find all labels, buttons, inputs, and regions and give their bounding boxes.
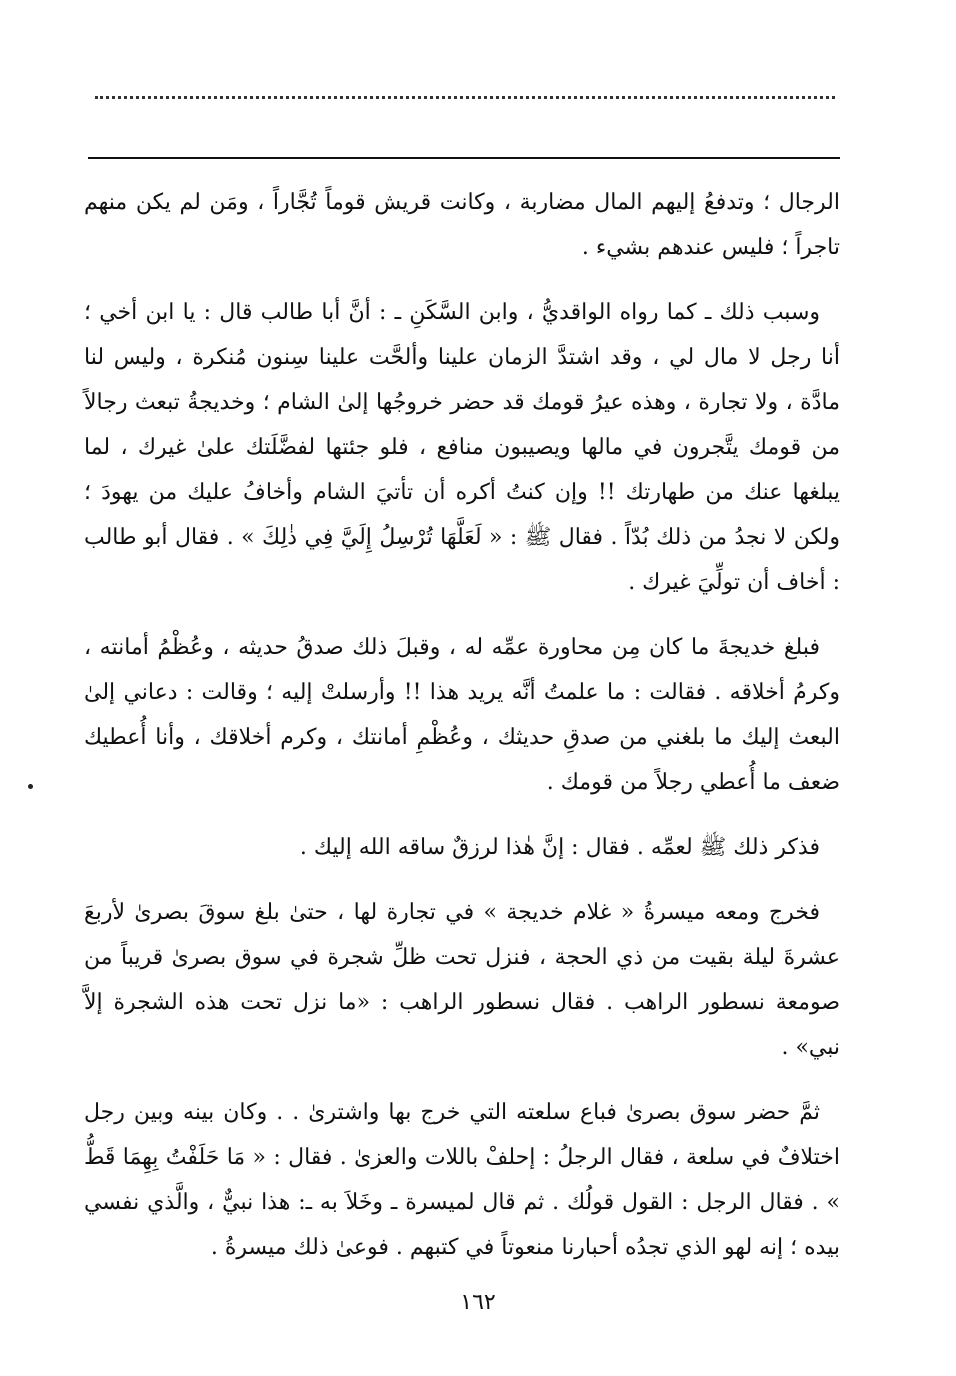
page-body — [84, 180, 840, 1290]
header-dotted-rule — [95, 96, 835, 99]
page-number: ١٦٢ — [460, 1290, 496, 1315]
margin-dot — [28, 784, 33, 789]
paragraph-1: الرجال ؛ وتدفعُ إليهم المال مضاربة ، وكانت قريش قوماً تُجَّاراً ، ومَن لم يكن منهم تاجراً ؛ فليس عندهم بشيء . — [84, 190, 840, 260]
header-solid-rule — [88, 157, 840, 159]
paragraph-5: فخرج ومعه ميسرةُ « غلام خديجة » في تجارة لها ، حتىٰ بلغ سوقَ بصرىٰ لأربعَ عشرةَ ليلة بقيت من ذي الحجة ، فنزل تحت ظلِّ شجرة في سوق بصرىٰ قريباً من صومعة نسطور الراهب . فقال نسطور الراهب : «ما نزل تحت هذه الشجرة إلاَّ نبي» . — [84, 900, 840, 1060]
paragraph-3: فبلغ خديجةَ ما كان مِن محاورة عمِّه له ، وقبلَ ذلك صدقُ حديثه ، وعُظْمُ أمانته ، وكرمُ أخلاقه . فقالت : ما علمتُ أنَّه يريد هذا !! وأرسلتْ إليه ؛ وقالت : دعاني إلىٰ البعث إليك ما بلغني من صدقِ حديثك ، وعُظْمِ أمانتك ، وكرم أخلاقك ، وأنا أُعطيك ضعف ما أُعطي رجلاً من قومك . — [84, 635, 840, 795]
paragraph-2: وسبب ذلك ـ كما رواه الواقديُّ ، وابن السَّكَنِ ـ : أنَّ أبا طالب قال : يا ابن أخي ؛ أنا رجل لا مال لي ، وقد اشتدَّ الزمان علينا وألحَّت علينا سِنون مُنكرة ، وليس لنا مادَّة ، ولا تجارة ، وهذه عيرُ قومك قد حضر خروجُها إلىٰ الشام ؛ وخديجةُ تبعث رجالاً من قومك يتَّجرون في مالها ويصيبون منافع ، فلو جئتها لفضَّلَتك علىٰ غيرك ، لما يبلغها عنك من طهارتك !! وإن كنتُ أكره أن تأتيَ الشام وأخافُ عليك من يهودَ ؛ ولكن لا نجدُ من ذلك بُدّاً . فقال ﷺ : « لَعَلَّهَا تُرْسِلُ إِلَيَّ فِي ذٰلِكَ » . فقال أبو طالب : أخاف أن تولِّيَ غيرك . — [84, 300, 840, 595]
paragraph-6: ثمَّ حضر سوق بصرىٰ فباع سلعته التي خرج بها واشترىٰ . . وكان بينه وبين رجل اختلافٌ في سلعة ، فقال الرجلُ : إحلفْ باللات والعزىٰ . فقال : « مَا حَلَفْتُ بِهِمَا قَطُّ » . فقال الرجل : القول قولُك . ثم قال لميسرة ـ وخَلاَ به ـ: هذا نبيٌّ ، والَّذي نفسي بيده ؛ إنه لهو الذي تجدُه أحبارنا منعوتاً في كتبهم . فوعىٰ ذلك ميسرةُ . — [84, 1100, 840, 1260]
paragraph-4: فذكر ذلك ﷺ لعمِّه . فقال : إنَّ هٰذا لرزقٌ ساقه الله إليك . — [299, 835, 820, 860]
